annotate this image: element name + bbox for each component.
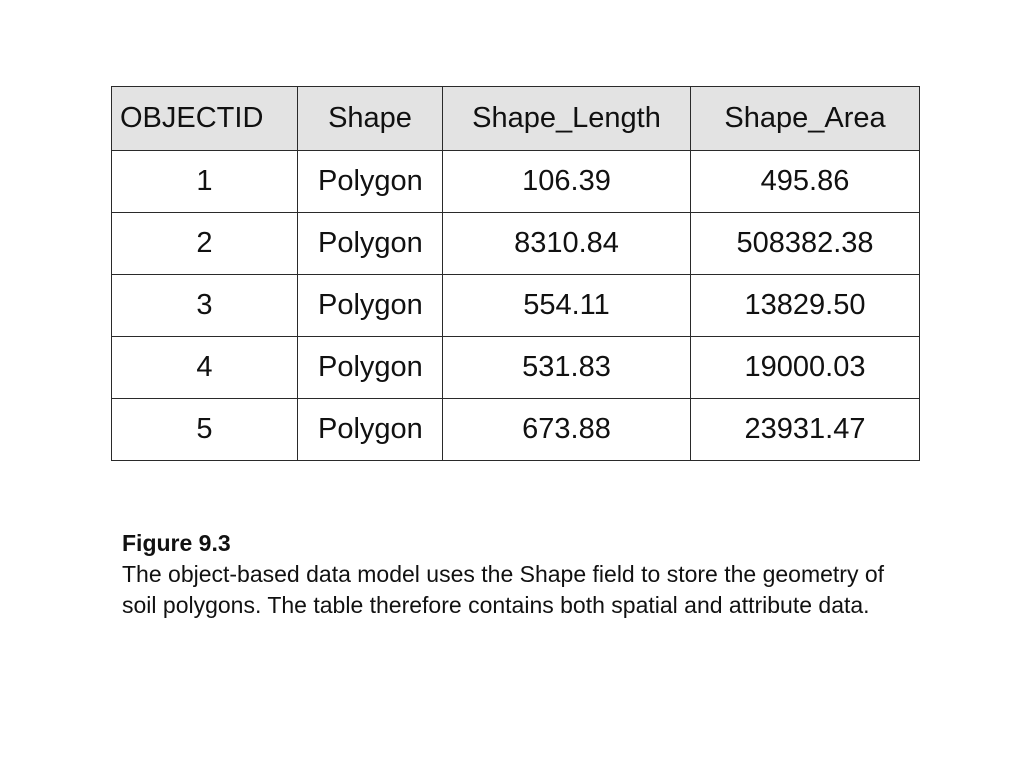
cell-shape-length: 106.39: [443, 151, 691, 213]
cell-shape-area: 19000.03: [691, 337, 920, 399]
figure-caption-text: The object-based data model uses the Shape field to store the geometry of soil polygons. The table therefore contains both spatial and attribute data.: [122, 561, 885, 618]
cell-shape-area: 495.86: [691, 151, 920, 213]
table-row: [112, 275, 920, 337]
cell-shape-area: 508382.38: [691, 213, 920, 275]
table-row: [112, 151, 920, 213]
cell-shape: Polygon: [298, 399, 443, 461]
cell-objectid: 2: [112, 213, 298, 275]
column-header-objectid: OBJECTID: [112, 87, 298, 151]
cell-shape: Polygon: [298, 337, 443, 399]
cell-objectid: 3: [112, 275, 298, 337]
table-header-row: [112, 87, 920, 151]
table-row: [112, 337, 920, 399]
table-row: [112, 399, 920, 461]
column-header-shape: Shape: [298, 87, 443, 151]
column-header-shape-length: Shape_Length: [443, 87, 691, 151]
column-header-shape-area: Shape_Area: [691, 87, 920, 151]
cell-objectid: 4: [112, 337, 298, 399]
cell-shape-length: 554.11: [443, 275, 691, 337]
cell-objectid: 1: [112, 151, 298, 213]
figure-caption-title: Figure 9.3: [122, 530, 231, 556]
table-row: [112, 213, 920, 275]
cell-shape-length: 531.83: [443, 337, 691, 399]
attribute-table: [111, 86, 920, 461]
cell-shape-area: 23931.47: [691, 399, 920, 461]
cell-shape-length: 673.88: [443, 399, 691, 461]
cell-shape: Polygon: [298, 151, 443, 213]
figure-caption: [122, 528, 922, 621]
cell-shape-length: 8310.84: [443, 213, 691, 275]
cell-shape: Polygon: [298, 213, 443, 275]
cell-shape-area: 13829.50: [691, 275, 920, 337]
cell-objectid: 5: [112, 399, 298, 461]
cell-shape: Polygon: [298, 275, 443, 337]
